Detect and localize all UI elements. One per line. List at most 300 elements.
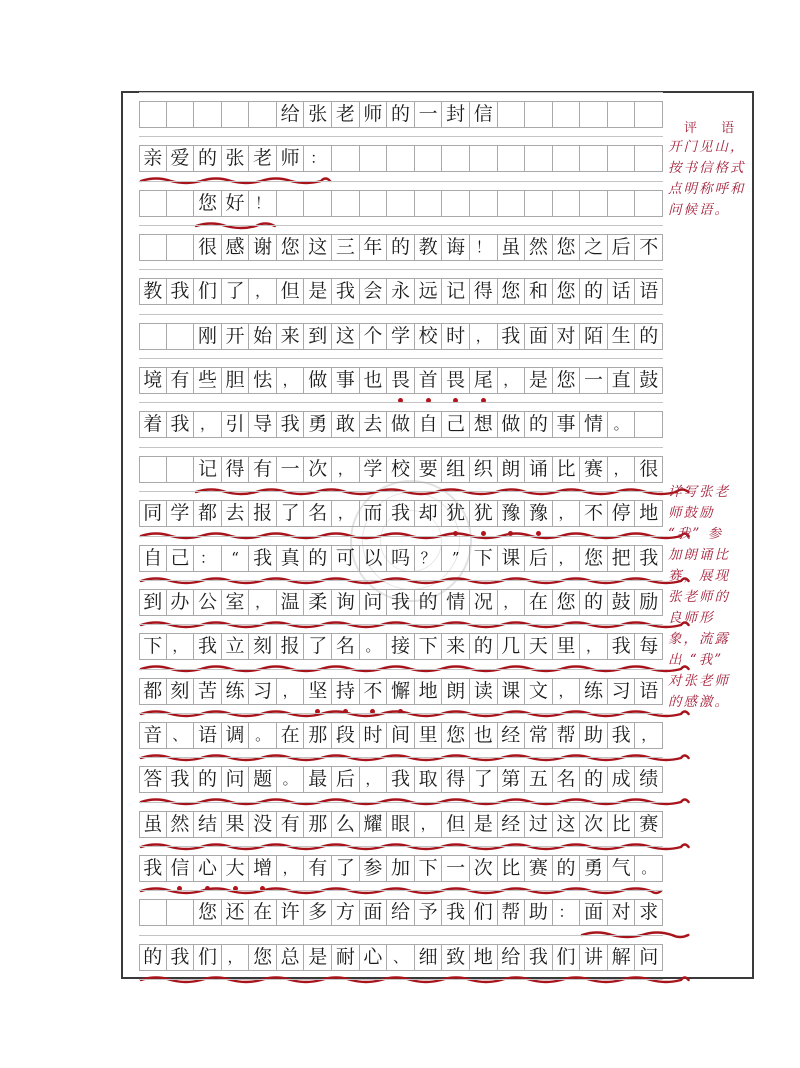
grid-cell: 室 [222, 590, 250, 615]
grid-cell: 做 [304, 368, 332, 393]
grid-cell: ， [608, 457, 636, 482]
grid-cell: 同 [139, 501, 167, 526]
grid-cell: 眼 [387, 812, 415, 837]
grid-cell: 些 [194, 368, 222, 393]
grid-cell: 一 [580, 368, 608, 393]
grid-cell: 想 [470, 412, 498, 437]
grid-cell [167, 235, 195, 260]
grid-cell: 虽 [498, 235, 526, 260]
grid-cell: 的 [470, 634, 498, 659]
grid-cell: 的 [304, 546, 332, 571]
grid-cell: 办 [167, 590, 195, 615]
grid-cell: 永 [387, 279, 415, 304]
grid-cell: 一 [442, 856, 470, 881]
grid-cell: 许 [277, 900, 305, 925]
grid-cell: 我 [277, 412, 305, 437]
grid-cell: 刻 [167, 679, 195, 704]
grid-cell: 还 [222, 900, 250, 925]
grid-cell: 有 [167, 368, 195, 393]
grid-cell: 们 [194, 279, 222, 304]
grid-cell: 助 [580, 723, 608, 748]
grid-cell: 绩 [635, 767, 663, 792]
grid-cell: 引 [222, 412, 250, 437]
grid-cell: 赛 [635, 812, 663, 837]
grid-cell: 话 [608, 279, 636, 304]
grid-cell: 犹 [442, 501, 470, 526]
row-separator [139, 580, 663, 581]
comment-line: 开门见山， [668, 139, 746, 155]
grid-cell: 敢 [332, 412, 360, 437]
grid-cell: 名 [332, 634, 360, 659]
grid-cell: 自 [139, 546, 167, 571]
grid-cell: 诲 [442, 235, 470, 260]
grid-cell: 个 [360, 324, 388, 349]
grid-cell: 。 [608, 412, 636, 437]
grid-cell: 次 [580, 812, 608, 837]
grid-cell [525, 146, 553, 171]
grid-cell [498, 146, 526, 171]
grid-cell: 询 [332, 590, 360, 615]
grid-cell: 况 [470, 590, 498, 615]
grid-cell: 次 [304, 457, 332, 482]
grid-cell: ！ [249, 191, 277, 216]
grid-cell: 不 [635, 235, 663, 260]
grid-cell [139, 324, 167, 349]
grid-cell: 、 [167, 723, 195, 748]
grid-cell: 您 [580, 546, 608, 571]
grid-cell: 我 [387, 590, 415, 615]
grid-cell: 课 [498, 679, 526, 704]
grid-cell: 名 [304, 501, 332, 526]
grid-cell: 织 [470, 457, 498, 482]
grid-cell: 给 [498, 945, 526, 970]
grid-cell: 来 [277, 324, 305, 349]
grid-cell: ， [470, 324, 498, 349]
grid-cell: 和 [525, 279, 553, 304]
grid-cell: 的 [194, 767, 222, 792]
text-row [139, 899, 663, 926]
grid-cell: 求 [635, 900, 663, 925]
grid-cell: 谢 [249, 235, 277, 260]
grid-cell: 勇 [304, 412, 332, 437]
grid-cell: 己 [167, 546, 195, 571]
text-row [139, 545, 663, 572]
grid-cell: 胆 [222, 368, 250, 393]
grid-cell: 里 [553, 634, 581, 659]
grid-cell: 大 [222, 856, 250, 881]
grid-cell: 老 [332, 102, 360, 127]
grid-cell: 第 [498, 767, 526, 792]
grid-cell: 鼓 [635, 368, 663, 393]
grid-cell: 练 [222, 679, 250, 704]
grid-cell: 比 [553, 457, 581, 482]
grid-cell: 那 [304, 723, 332, 748]
grid-cell: 组 [442, 457, 470, 482]
grid-cell: 懈 [387, 679, 415, 704]
grid-cell: 您 [249, 945, 277, 970]
grid-cell: 。 [360, 634, 388, 659]
grid-cell: 多 [304, 900, 332, 925]
grid-cell: 我 [167, 412, 195, 437]
grid-cell: 时 [360, 723, 388, 748]
grid-cell: 我 [194, 634, 222, 659]
grid-cell [470, 191, 498, 216]
text-row [139, 234, 663, 261]
grid-cell: 事 [332, 368, 360, 393]
grid-cell: 文 [525, 679, 553, 704]
grid-cell: 做 [498, 412, 526, 437]
grid-cell: 答 [139, 767, 167, 792]
comment-line: 良师形 [668, 610, 715, 626]
grid-cell: 情 [442, 590, 470, 615]
comment-line: 师鼓励 [668, 505, 715, 521]
grid-cell: 心 [360, 945, 388, 970]
grid-cell: 您 [442, 723, 470, 748]
grid-cell: 事 [553, 412, 581, 437]
grid-cell: 我 [498, 324, 526, 349]
grid-cell: 豫 [525, 501, 553, 526]
grid-cell [167, 102, 195, 127]
grid-cell: 着 [139, 412, 167, 437]
grid-cell: 解 [608, 945, 636, 970]
grid-cell: 语 [194, 723, 222, 748]
grid-cell: 张 [304, 102, 332, 127]
grid-cell: 致 [442, 945, 470, 970]
text-row [139, 323, 663, 350]
grid-cell: 刚 [194, 324, 222, 349]
grid-cell [332, 146, 360, 171]
grid-cell: 记 [194, 457, 222, 482]
grid-cell: 有 [304, 856, 332, 881]
grid-cell [194, 102, 222, 127]
grid-cell: 们 [194, 945, 222, 970]
comment-opening [668, 137, 746, 221]
grid-cell [580, 102, 608, 127]
grid-cell: 直 [608, 368, 636, 393]
grid-cell: 我 [139, 856, 167, 881]
grid-cell: 每 [635, 634, 663, 659]
grid-cell: 要 [415, 457, 443, 482]
grid-cell: 励 [635, 590, 663, 615]
grid-cell: 勇 [580, 856, 608, 881]
comment-line: 赛，展现 [668, 568, 730, 584]
grid-cell: 天 [525, 634, 553, 659]
grid-cell: 的 [635, 324, 663, 349]
grid-cell: ， [332, 501, 360, 526]
text-row [139, 855, 663, 882]
row-separator [139, 92, 663, 93]
comment-heading: 评 语 [684, 121, 745, 136]
grid-cell: 张 [222, 146, 250, 171]
grid-cell: 名 [553, 767, 581, 792]
grid-cell: ： [194, 546, 222, 571]
grid-cell: 但 [277, 279, 305, 304]
grid-cell: 加 [387, 856, 415, 881]
grid-cell: 公 [194, 590, 222, 615]
grid-cell: 不 [580, 501, 608, 526]
grid-cell: 信 [167, 856, 195, 881]
grid-cell: 方 [332, 900, 360, 925]
grid-cell: 坚 [304, 679, 332, 704]
grid-cell: 调 [222, 723, 250, 748]
grid-cell: 您 [553, 235, 581, 260]
grid-cell: 地 [415, 679, 443, 704]
row-separator [139, 757, 663, 758]
grid-cell [304, 191, 332, 216]
grid-cell: 是 [470, 812, 498, 837]
grid-cell [525, 191, 553, 216]
grid-cell: 老 [249, 146, 277, 171]
grid-cell [415, 191, 443, 216]
grid-cell: 赛 [580, 457, 608, 482]
grid-cell: ： [304, 146, 332, 171]
comment-encouragement [668, 482, 730, 713]
grid-cell: 情 [580, 412, 608, 437]
grid-cell: 可 [332, 546, 360, 571]
grid-cell: 您 [194, 191, 222, 216]
grid-cell: 学 [360, 457, 388, 482]
row-separator [139, 269, 663, 270]
grid-cell: 很 [635, 457, 663, 482]
grid-cell [635, 191, 663, 216]
grid-cell: 了 [304, 634, 332, 659]
grid-cell: 去 [360, 412, 388, 437]
grid-cell [139, 191, 167, 216]
grid-cell: 下 [470, 546, 498, 571]
grid-cell: 地 [470, 945, 498, 970]
grid-cell: 把 [608, 546, 636, 571]
grid-cell: 豫 [498, 501, 526, 526]
grid-cell: 信 [470, 102, 498, 127]
grid-cell: 没 [249, 812, 277, 837]
grid-cell: 教 [139, 279, 167, 304]
grid-cell: 对 [608, 900, 636, 925]
text-row [139, 811, 663, 838]
grid-cell: 么 [332, 812, 360, 837]
grid-cell: 耀 [360, 812, 388, 837]
grid-cell: 参 [360, 856, 388, 881]
grid-cell: 增 [249, 856, 277, 881]
grid-cell: ， [277, 856, 305, 881]
grid-cell: 了 [222, 279, 250, 304]
grid-cell: 报 [277, 634, 305, 659]
grid-cell: 们 [553, 945, 581, 970]
grid-cell: 总 [277, 945, 305, 970]
grid-cell: 温 [277, 590, 305, 615]
grid-cell: 您 [277, 235, 305, 260]
row-separator [139, 181, 663, 182]
grid-cell [608, 102, 636, 127]
grid-cell: 的 [580, 590, 608, 615]
grid-cell: 是 [304, 279, 332, 304]
grid-cell: ， [249, 279, 277, 304]
grid-cell: 后 [608, 235, 636, 260]
grid-cell: 立 [222, 634, 250, 659]
grid-cell: 读 [470, 679, 498, 704]
grid-cell [387, 191, 415, 216]
grid-cell [167, 900, 195, 925]
grid-cell: 给 [277, 102, 305, 127]
grid-cell: 一 [415, 102, 443, 127]
grid-cell: 的 [415, 590, 443, 615]
grid-cell: 我 [608, 723, 636, 748]
grid-cell: 好 [222, 191, 250, 216]
grid-cell: 后 [332, 767, 360, 792]
grid-cell: 亲 [139, 146, 167, 171]
grid-cell: 给 [387, 900, 415, 925]
text-row [139, 766, 663, 793]
grid-cell: 助 [525, 900, 553, 925]
grid-cell: 果 [222, 812, 250, 837]
grid-cell: 的 [580, 279, 608, 304]
grid-cell: 我 [167, 279, 195, 304]
grid-cell: 己 [442, 412, 470, 437]
grid-cell: 导 [249, 412, 277, 437]
grid-cell: ， [580, 634, 608, 659]
grid-cell: 真 [277, 546, 305, 571]
grid-cell: 首 [415, 368, 443, 393]
grid-cell: 却 [415, 501, 443, 526]
grid-cell [635, 102, 663, 127]
grid-cell: 您 [553, 368, 581, 393]
grid-cell: 了 [332, 856, 360, 881]
grid-cell: ， [332, 457, 360, 482]
grid-cell: 诵 [525, 457, 553, 482]
grid-cell: ， [415, 812, 443, 837]
grid-cell: 我 [167, 767, 195, 792]
grid-cell [415, 146, 443, 171]
grid-cell: 封 [442, 102, 470, 127]
grid-cell: 里 [415, 723, 443, 748]
grid-cell: 畏 [387, 368, 415, 393]
grid-cell: 生 [608, 324, 636, 349]
row-separator [139, 890, 663, 891]
grid-cell: 到 [139, 590, 167, 615]
grid-cell: 苦 [194, 679, 222, 704]
grid-cell [139, 102, 167, 127]
grid-cell: 。 [277, 767, 305, 792]
grid-cell: 讲 [580, 945, 608, 970]
grid-cell: 朗 [498, 457, 526, 482]
grid-cell [222, 102, 250, 127]
row-separator [139, 536, 663, 537]
grid-cell: 。 [249, 723, 277, 748]
grid-cell: 的 [139, 945, 167, 970]
grid-cell: 师 [360, 102, 388, 127]
grid-cell: 我 [608, 634, 636, 659]
grid-cell: 的 [194, 146, 222, 171]
text-row [139, 678, 663, 705]
grid-cell: ， [194, 412, 222, 437]
grid-cell: 您 [194, 900, 222, 925]
grid-cell: ！ [470, 235, 498, 260]
grid-cell: 爱 [167, 146, 195, 171]
comment-line: 张老师的 [668, 589, 730, 605]
grid-cell: 取 [415, 767, 443, 792]
grid-cell [525, 102, 553, 127]
grid-cell: 然 [167, 812, 195, 837]
grid-cell: ， [222, 945, 250, 970]
grid-cell [635, 412, 663, 437]
grid-cell: 常 [525, 723, 553, 748]
row-separator [139, 402, 663, 403]
grid-cell: 刻 [249, 634, 277, 659]
grid-cell: 年 [360, 235, 388, 260]
grid-cell: 虽 [139, 812, 167, 837]
grid-cell: 都 [194, 501, 222, 526]
grid-cell: ， [277, 368, 305, 393]
grid-cell: 我 [387, 501, 415, 526]
text-row [139, 633, 663, 660]
grid-cell: ， [498, 368, 526, 393]
grid-cell: 细 [415, 945, 443, 970]
grid-cell [139, 900, 167, 925]
grid-cell: 了 [470, 767, 498, 792]
grid-cell [498, 191, 526, 216]
grid-cell: 然 [525, 235, 553, 260]
grid-cell: 练 [580, 679, 608, 704]
grid-cell: 在 [277, 723, 305, 748]
grid-cell: 校 [387, 457, 415, 482]
comment-line: “我” 参 [668, 526, 724, 542]
grid-cell: 在 [525, 590, 553, 615]
grid-cell [139, 235, 167, 260]
grid-cell: 陌 [580, 324, 608, 349]
grid-cell: 报 [249, 501, 277, 526]
grid-cell: 我 [525, 945, 553, 970]
row-separator [139, 846, 663, 847]
grid-cell: 也 [470, 723, 498, 748]
grid-cell: 的 [553, 856, 581, 881]
grid-cell: ： [553, 900, 581, 925]
grid-cell: 心 [194, 856, 222, 881]
text-row [139, 456, 663, 483]
grid-cell: 感 [222, 235, 250, 260]
grid-cell: 您 [553, 279, 581, 304]
grid-cell: 几 [498, 634, 526, 659]
grid-cell: 鼓 [608, 590, 636, 615]
grid-cell [553, 102, 581, 127]
grid-cell [167, 457, 195, 482]
row-separator [139, 225, 663, 226]
row-separator [139, 713, 663, 714]
grid-cell: 题 [249, 767, 277, 792]
grid-cell [360, 146, 388, 171]
title-row [139, 101, 663, 128]
grid-cell: 得 [442, 767, 470, 792]
text-row [139, 722, 663, 749]
grid-cell: 结 [194, 812, 222, 837]
grid-cell [167, 324, 195, 349]
grid-cell: ， [249, 590, 277, 615]
text-row [139, 500, 663, 527]
grid-cell: 是 [525, 368, 553, 393]
grid-cell: 习 [249, 679, 277, 704]
grid-cell: 很 [194, 235, 222, 260]
grid-cell: 一 [277, 457, 305, 482]
comment-line: 对张老师 [668, 673, 730, 689]
grid-cell: 下 [415, 856, 443, 881]
grid-cell: 问 [360, 590, 388, 615]
grid-cell [553, 191, 581, 216]
grid-cell: 尾 [470, 368, 498, 393]
grid-cell: 我 [332, 279, 360, 304]
grid-cell: 的 [525, 412, 553, 437]
grid-cell [635, 146, 663, 171]
grid-cell: 经 [498, 723, 526, 748]
grid-cell: ？ [415, 546, 443, 571]
grid-cell: 。 [635, 856, 663, 881]
